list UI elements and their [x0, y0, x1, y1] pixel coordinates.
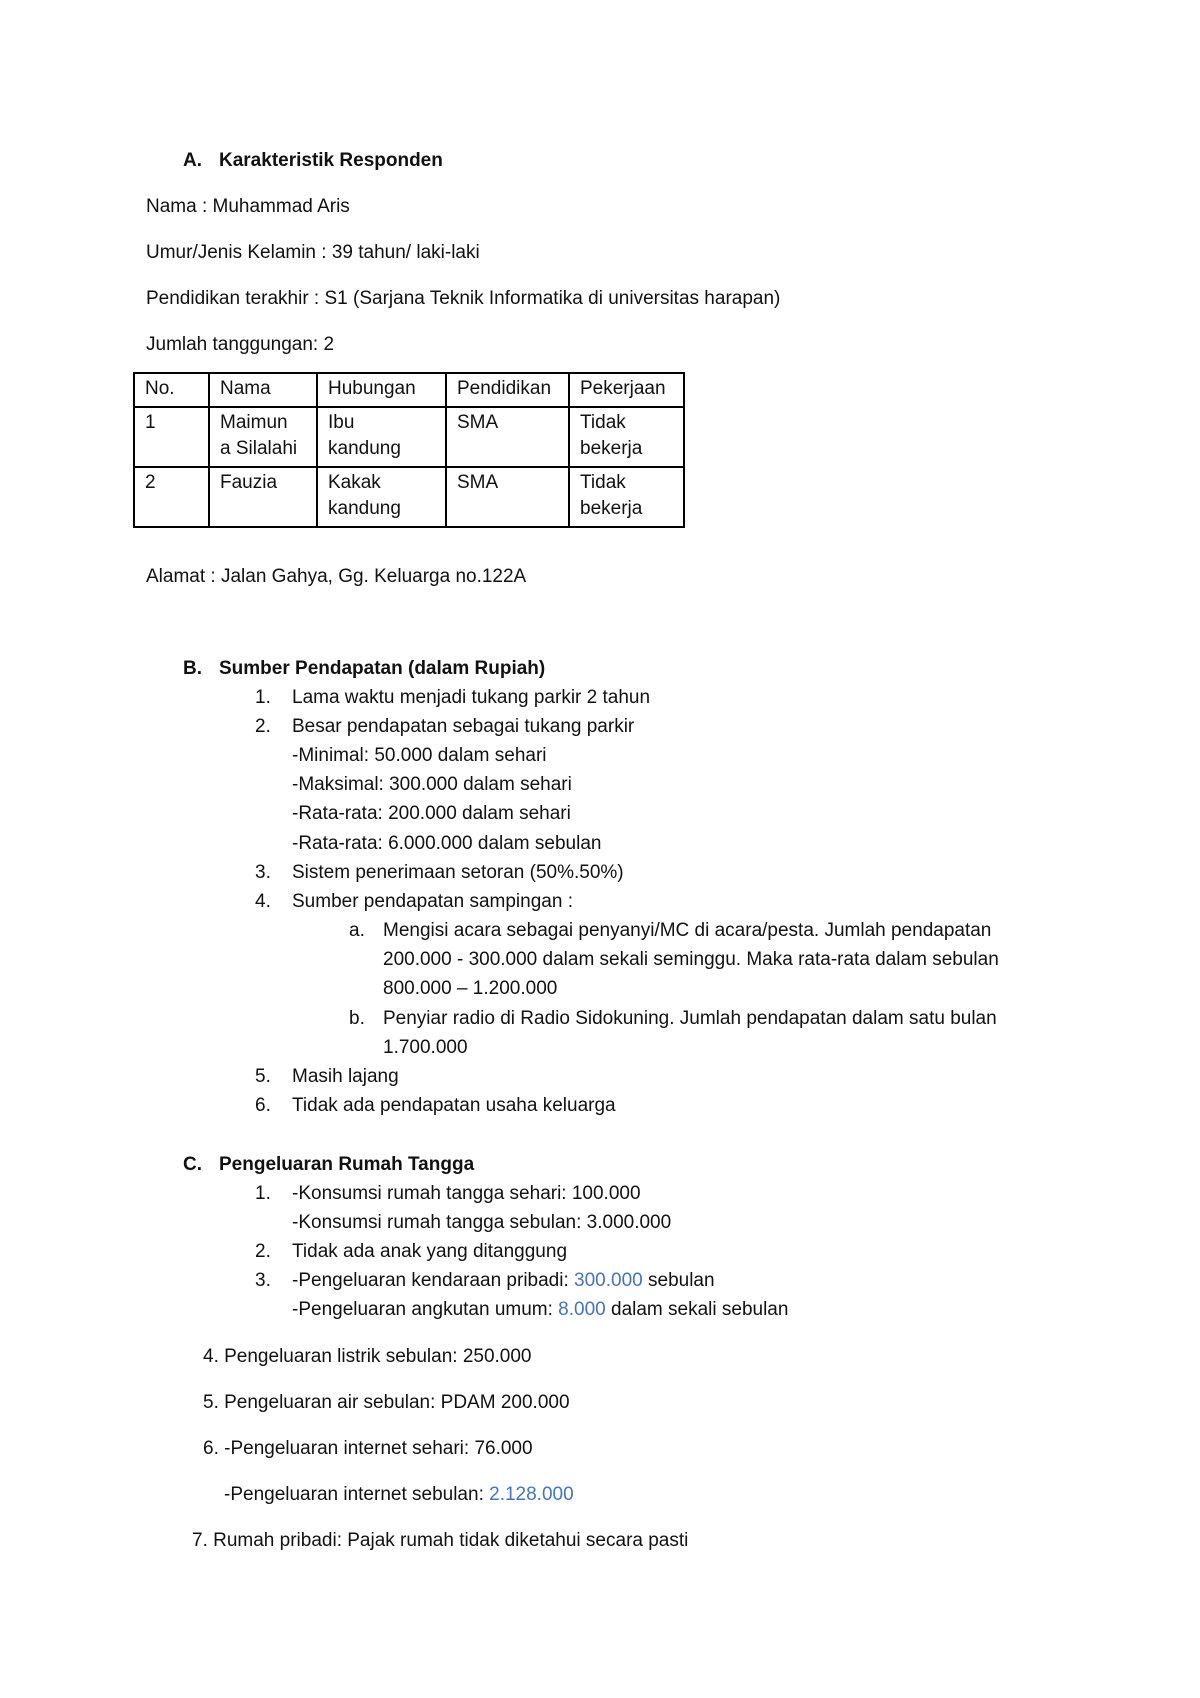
list-number: 4.	[255, 891, 271, 912]
expense-item: 4. Pengeluaran listrik sebulan: 250.000	[203, 1346, 532, 1367]
list-item: -Konsumsi rumah tangga sehari: 100.000	[292, 1183, 641, 1204]
list-number: 3.	[255, 1270, 271, 1291]
list-subitem: 1.700.000	[383, 1037, 468, 1058]
highlighted-value: 300.000	[574, 1270, 643, 1291]
cell-pekerjaan	[569, 407, 684, 467]
list-letter: a.	[349, 920, 365, 941]
list-item: Sumber pendapatan sampingan :	[292, 891, 573, 912]
cell-nama-line2: a Silalahi	[220, 438, 298, 459]
text-prefix: -Pengeluaran angkutan umum:	[292, 1299, 559, 1320]
highlighted-value: 2.128.000	[489, 1484, 574, 1505]
table-header-row	[134, 373, 684, 407]
dependents-table	[133, 372, 685, 528]
cell-pekerjaan	[569, 467, 684, 527]
cell-pekerjaan-line1: Tidak	[580, 412, 626, 433]
list-number: 3.	[255, 862, 271, 883]
cell-hubungan-line1: Kakak	[328, 472, 381, 493]
text-prefix: -Pengeluaran internet sebulan:	[224, 1484, 490, 1505]
header-nama: Nama	[209, 373, 317, 407]
section-a-marker: A.	[183, 150, 202, 171]
list-subitem: Mengisi acara sebagai penyanyi/MC di acara/pesta. Jumlah pendapatan	[383, 920, 992, 941]
table-row	[134, 407, 684, 467]
cell-pekerjaan-line1: Tidak	[580, 472, 626, 493]
expense-item: 7. Rumah pribadi: Pajak rumah tidak diketahui secara pasti	[192, 1530, 689, 1551]
cell-hubungan-line2: kandung	[328, 498, 401, 519]
alamat-line: Alamat : Jalan Gahya, Gg. Keluarga no.122A	[146, 566, 527, 587]
list-subline: -Maksimal: 300.000 dalam sehari	[292, 774, 572, 795]
list-item: Lama waktu menjadi tukang parkir 2 tahun	[292, 687, 651, 708]
umur-line: Umur/Jenis Kelamin : 39 tahun/ laki-laki	[146, 242, 480, 263]
cell-pekerjaan-line2: bekerja	[580, 498, 643, 519]
list-item: Sistem penerimaan setoran (50%.50%)	[292, 862, 624, 883]
cell-nama-line1: Fauzia	[220, 472, 278, 493]
tanggungan-line: Jumlah tanggungan: 2	[146, 334, 335, 355]
list-item	[292, 1269, 715, 1293]
header-hubungan: Hubungan	[317, 373, 446, 407]
nama-line: Nama : Muhammad Aris	[146, 196, 350, 217]
header-no: No.	[134, 373, 209, 407]
list-subline: -Rata-rata: 6.000.000 dalam sebulan	[292, 833, 602, 854]
list-subline: -Rata-rata: 200.000 dalam sehari	[292, 803, 571, 824]
cell-nama	[209, 467, 317, 527]
expense-subline	[224, 1483, 574, 1507]
cell-pendidikan: SMA	[446, 467, 569, 527]
cell-nama-line1: Maimun	[220, 412, 288, 433]
cell-no: 1	[134, 407, 209, 467]
cell-hubungan	[317, 467, 446, 527]
cell-no: 2	[134, 467, 209, 527]
list-number: 6.	[255, 1095, 271, 1116]
list-item: Besar pendapatan sebagai tukang parkir	[292, 716, 635, 737]
highlighted-value: 8.000	[558, 1299, 606, 1320]
list-subitem: Penyiar radio di Radio Sidokuning. Jumlah pendapatan dalam satu bulan	[383, 1008, 997, 1029]
section-c-title: Pengeluaran Rumah Tangga	[219, 1154, 475, 1175]
text-suffix: dalam sekali sebulan	[605, 1299, 789, 1320]
cell-pekerjaan-line2: bekerja	[580, 438, 643, 459]
header-pekerjaan: Pekerjaan	[569, 373, 684, 407]
cell-hubungan-line2: kandung	[328, 438, 401, 459]
list-subitem: 800.000 – 1.200.000	[383, 978, 558, 999]
list-number: 1.	[255, 1183, 271, 1204]
cell-nama	[209, 407, 317, 467]
text-suffix: sebulan	[642, 1270, 715, 1291]
list-subitem: 200.000 - 300.000 dalam sekali seminggu. Maka rata-rata dalam sebulan	[383, 949, 999, 970]
cell-hubungan	[317, 407, 446, 467]
cell-pendidikan: SMA	[446, 407, 569, 467]
section-b-title: Sumber Pendapatan (dalam Rupiah)	[219, 658, 546, 679]
text-prefix: -Pengeluaran kendaraan pribadi:	[292, 1270, 575, 1291]
expense-item: 6. -Pengeluaran internet sehari: 76.000	[203, 1438, 533, 1459]
section-b-marker: B.	[183, 658, 202, 679]
list-subline: -Minimal: 50.000 dalam sehari	[292, 745, 547, 766]
section-a-title: Karakteristik Responden	[219, 150, 443, 171]
table-row	[134, 467, 684, 527]
list-subline	[292, 1298, 788, 1322]
list-number: 2.	[255, 1241, 271, 1262]
list-item: Masih lajang	[292, 1066, 399, 1087]
list-item: Tidak ada anak yang ditanggung	[292, 1241, 568, 1262]
list-letter: b.	[349, 1008, 365, 1029]
list-subline: -Konsumsi rumah tangga sebulan: 3.000.000	[292, 1212, 672, 1233]
header-pendidikan: Pendidikan	[446, 373, 569, 407]
section-c-marker: C.	[183, 1154, 202, 1175]
pendidikan-line: Pendidikan terakhir : S1 (Sarjana Teknik Informatika di universitas harapan)	[146, 288, 781, 309]
list-number: 2.	[255, 716, 271, 737]
cell-hubungan-line1: Ibu	[328, 412, 355, 433]
list-item: Tidak ada pendapatan usaha keluarga	[292, 1095, 616, 1116]
list-number: 5.	[255, 1066, 271, 1087]
list-number: 1.	[255, 687, 271, 708]
expense-item: 5. Pengeluaran air sebulan: PDAM 200.000	[203, 1392, 570, 1413]
